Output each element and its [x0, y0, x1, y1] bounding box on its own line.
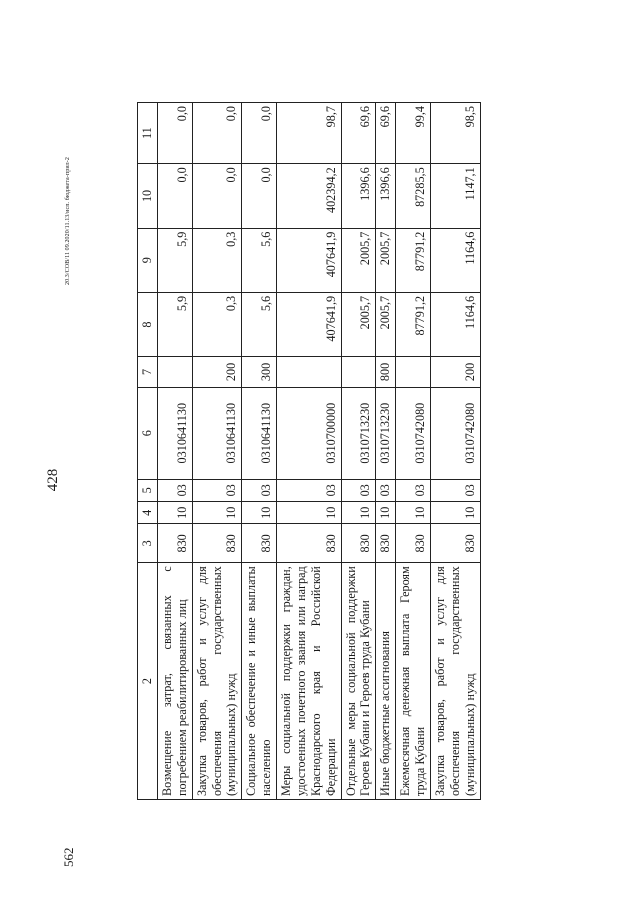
- cell-c9: 1164,6: [430, 228, 480, 292]
- header-col-9: 9: [138, 228, 158, 292]
- cell-c7: 200: [430, 357, 480, 388]
- cell-c8: 5,9: [157, 292, 192, 356]
- document-code: 20.3/СОВ/11 09.2020/11.13/исп. бюджета-прил-2: [65, 157, 71, 285]
- cell-c3: 830: [396, 524, 431, 563]
- budget-table: [137, 102, 481, 800]
- cell-c4: 10: [396, 502, 431, 524]
- header-col-10: 10: [138, 164, 158, 228]
- table-row: [242, 103, 277, 800]
- row-name: Отдельные меры социальной поддержки Героев Кубани и Героев труда Кубани: [341, 563, 376, 800]
- cell-c3: 830: [376, 524, 396, 563]
- cell-c11: 69,6: [341, 103, 376, 164]
- sheet-number: 562: [61, 847, 76, 867]
- cell-c7: 800: [376, 357, 396, 388]
- cell-c8: 5,6: [242, 292, 277, 356]
- cell-c8: 0,3: [192, 292, 242, 356]
- cell-c11: 0,0: [157, 103, 192, 164]
- cell-c11: 69,6: [376, 103, 396, 164]
- page-number: 428: [45, 468, 61, 492]
- rotated-page: [29, 85, 589, 875]
- cell-c4: 10: [277, 502, 342, 524]
- cell-c11: 98,7: [277, 103, 342, 164]
- header-col-8: 8: [138, 292, 158, 356]
- cell-c3: 830: [157, 524, 192, 563]
- cell-c8: 1164,6: [430, 292, 480, 356]
- cell-c9: 0,3: [192, 228, 242, 292]
- header-col-1-2: 2: [138, 563, 158, 800]
- cell-c10: 1147,1: [430, 164, 480, 228]
- cell-c6: 0310641130: [242, 387, 277, 479]
- cell-c9: 2005,7: [341, 228, 376, 292]
- header-col-11: 11: [138, 103, 158, 164]
- cell-c5: 03: [430, 479, 480, 501]
- cell-c6: 0310713230: [376, 387, 396, 479]
- cell-c4: 10: [192, 502, 242, 524]
- cell-c11: 99,4: [396, 103, 431, 164]
- cell-c8: 2005,7: [376, 292, 396, 356]
- cell-c5: 03: [341, 479, 376, 501]
- cell-c10: 0,0: [192, 164, 242, 228]
- cell-c6: 0310713230: [341, 387, 376, 479]
- cell-c5: 03: [157, 479, 192, 501]
- table-header: [138, 103, 158, 800]
- cell-c4: 10: [430, 502, 480, 524]
- cell-c6: 0310641130: [192, 387, 242, 479]
- cell-c10: 0,0: [242, 164, 277, 228]
- cell-c4: 10: [341, 502, 376, 524]
- cell-c6: 0310700000: [277, 387, 342, 479]
- cell-c5: 03: [242, 479, 277, 501]
- cell-c4: 10: [242, 502, 277, 524]
- table-row: [192, 103, 242, 800]
- cell-c9: 2005,7: [376, 228, 396, 292]
- cell-c3: 830: [430, 524, 480, 563]
- cell-c10: 87285,5: [396, 164, 431, 228]
- table-row: [396, 103, 431, 800]
- cell-c6: 0310742080: [396, 387, 431, 479]
- row-name: Возмещение затрат, связанных с погребением реабилитированных лиц: [157, 563, 192, 800]
- cell-c6: 0310641130: [157, 387, 192, 479]
- header-col-7: 7: [138, 357, 158, 388]
- row-name: Социальное обеспечение и иные выплаты населению: [242, 563, 277, 800]
- cell-c6: 0310742080: [430, 387, 480, 479]
- cell-c5: 03: [192, 479, 242, 501]
- table-row: [376, 103, 396, 800]
- cell-c3: 830: [242, 524, 277, 563]
- row-name: Меры социальной поддержки граждан, удостоенных почетного звания или наград Краснодарского края и Российской Федерации: [277, 563, 342, 800]
- cell-c7: [277, 357, 342, 388]
- cell-c5: 03: [376, 479, 396, 501]
- cell-c7: [341, 357, 376, 388]
- cell-c4: 10: [376, 502, 396, 524]
- cell-c9: 87791,2: [396, 228, 431, 292]
- cell-c8: 2005,7: [341, 292, 376, 356]
- cell-c5: 03: [277, 479, 342, 501]
- cell-c7: [157, 357, 192, 388]
- row-name: Ежемесячная денежная выплата Героям труда Кубани: [396, 563, 431, 800]
- cell-c9: 407641,9: [277, 228, 342, 292]
- cell-c3: 830: [277, 524, 342, 563]
- header-col-4: 4: [138, 502, 158, 524]
- cell-c10: 1396,6: [341, 164, 376, 228]
- cell-c8: 87791,2: [396, 292, 431, 356]
- cell-c11: 0,0: [242, 103, 277, 164]
- row-name: Закупка товаров, работ и услуг для обеспечения государственных (муниципальных) нужд: [430, 563, 480, 800]
- header-col-6: 6: [138, 387, 158, 479]
- table-body: [157, 103, 480, 800]
- cell-c3: 830: [341, 524, 376, 563]
- row-name: Закупка товаров, работ и услуг для обеспечения государственных (муниципальных) нужд: [192, 563, 242, 800]
- table-row: [430, 103, 480, 800]
- cell-c9: 5,6: [242, 228, 277, 292]
- header-col-3: 3: [138, 524, 158, 563]
- table-row: [277, 103, 342, 800]
- cell-c5: 03: [396, 479, 431, 501]
- header-col-5: 5: [138, 479, 158, 501]
- row-name: Иные бюджетные ассигнования: [376, 563, 396, 800]
- cell-c7: 300: [242, 357, 277, 388]
- cell-c9: 5,9: [157, 228, 192, 292]
- cell-c10: 0,0: [157, 164, 192, 228]
- table-row: [157, 103, 192, 800]
- cell-c8: 407641,9: [277, 292, 342, 356]
- cell-c10: 402394,2: [277, 164, 342, 228]
- cell-c10: 1396,6: [376, 164, 396, 228]
- cell-c4: 10: [157, 502, 192, 524]
- table-row: [341, 103, 376, 800]
- cell-c11: 98,5: [430, 103, 480, 164]
- cell-c11: 0,0: [192, 103, 242, 164]
- cell-c7: [396, 357, 431, 388]
- cell-c3: 830: [192, 524, 242, 563]
- cell-c7: 200: [192, 357, 242, 388]
